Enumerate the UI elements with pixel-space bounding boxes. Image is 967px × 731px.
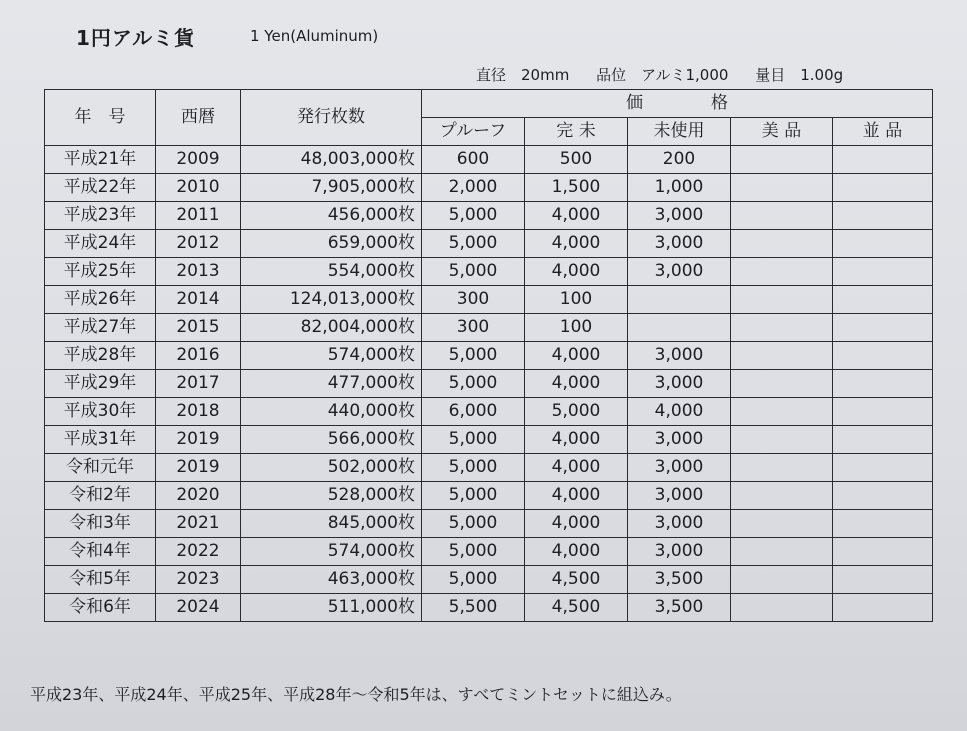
cell-year: 2019 [156, 454, 241, 482]
table-row [45, 426, 933, 454]
cell-year: 2015 [156, 314, 241, 342]
table-row [45, 202, 933, 230]
cell-vf [833, 454, 933, 482]
header-bu: 完 未 [525, 118, 628, 146]
table-row [45, 258, 933, 286]
footnote: 平成23年、平成24年、平成25年、平成28年～令和5年は、すべてミントセットに組込み。 [30, 685, 682, 704]
header-price: 価 格 [422, 90, 933, 118]
cell-ef [731, 342, 833, 370]
cell-proof: 6,000 [422, 398, 525, 426]
cell-proof: 5,000 [422, 510, 525, 538]
cell-year: 2024 [156, 594, 241, 622]
cell-proof: 5,000 [422, 426, 525, 454]
cell-era: 令和元年 [45, 454, 156, 482]
cell-unc: 3,500 [628, 566, 731, 594]
cell-unc: 3,000 [628, 482, 731, 510]
cell-era: 令和6年 [45, 594, 156, 622]
cell-ef [731, 286, 833, 314]
cell-ef [731, 566, 833, 594]
cell-bu: 4,500 [525, 566, 628, 594]
cell-year: 2010 [156, 174, 241, 202]
cell-vf [833, 510, 933, 538]
table-row [45, 566, 933, 594]
header-unc: 未使用 [628, 118, 731, 146]
header-ef: 美 品 [731, 118, 833, 146]
cell-bu: 500 [525, 146, 628, 174]
cell-bu: 4,000 [525, 202, 628, 230]
cell-bu: 4,000 [525, 538, 628, 566]
header-year: 西暦 [156, 90, 241, 146]
cell-proof: 5,000 [422, 482, 525, 510]
cell-proof: 2,000 [422, 174, 525, 202]
cell-unc: 3,000 [628, 202, 731, 230]
cell-unc: 3,000 [628, 370, 731, 398]
cell-mintage: 566,000枚 [241, 426, 422, 454]
cell-unc: 3,000 [628, 426, 731, 454]
cell-vf [833, 538, 933, 566]
cell-proof: 5,000 [422, 202, 525, 230]
cell-year: 2009 [156, 146, 241, 174]
cell-unc: 3,000 [628, 230, 731, 258]
cell-unc [628, 286, 731, 314]
table-row [45, 146, 933, 174]
cell-vf [833, 230, 933, 258]
cell-mintage: 456,000枚 [241, 202, 422, 230]
cell-year: 2022 [156, 538, 241, 566]
cell-era: 平成28年 [45, 342, 156, 370]
cell-bu: 4,000 [525, 426, 628, 454]
cell-unc: 3,000 [628, 342, 731, 370]
cell-bu: 4,000 [525, 454, 628, 482]
table-row [45, 314, 933, 342]
cell-mintage: 528,000枚 [241, 482, 422, 510]
table-row [45, 398, 933, 426]
cell-mintage: 845,000枚 [241, 510, 422, 538]
cell-year: 2014 [156, 286, 241, 314]
cell-mintage: 82,004,000枚 [241, 314, 422, 342]
cell-ef [731, 258, 833, 286]
header-era: 年 号 [45, 90, 156, 146]
table-row [45, 454, 933, 482]
cell-unc: 3,000 [628, 510, 731, 538]
cell-ef [731, 230, 833, 258]
header-vf: 並 品 [833, 118, 933, 146]
table-row [45, 510, 933, 538]
cell-mintage: 574,000枚 [241, 538, 422, 566]
cell-unc: 1,000 [628, 174, 731, 202]
cell-vf [833, 202, 933, 230]
cell-vf [833, 398, 933, 426]
table-row [45, 230, 933, 258]
cell-era: 平成24年 [45, 230, 156, 258]
cell-year: 2018 [156, 398, 241, 426]
cell-bu: 5,000 [525, 398, 628, 426]
header-proof: プルーフ [422, 118, 525, 146]
cell-year: 2017 [156, 370, 241, 398]
cell-era: 平成21年 [45, 146, 156, 174]
cell-era: 平成27年 [45, 314, 156, 342]
cell-vf [833, 566, 933, 594]
cell-vf [833, 342, 933, 370]
cell-vf [833, 370, 933, 398]
cell-mintage: 502,000枚 [241, 454, 422, 482]
cell-bu: 4,500 [525, 594, 628, 622]
cell-bu: 4,000 [525, 342, 628, 370]
cell-bu: 4,000 [525, 370, 628, 398]
cell-vf [833, 258, 933, 286]
cell-year: 2021 [156, 510, 241, 538]
cell-year: 2019 [156, 426, 241, 454]
spec-composition: 品位 アルミ1,000 [596, 66, 729, 84]
cell-mintage: 659,000枚 [241, 230, 422, 258]
cell-ef [731, 538, 833, 566]
cell-era: 令和2年 [45, 482, 156, 510]
cell-mintage: 463,000枚 [241, 566, 422, 594]
cell-era: 平成22年 [45, 174, 156, 202]
cell-era: 平成29年 [45, 370, 156, 398]
cell-year: 2016 [156, 342, 241, 370]
cell-ef [731, 174, 833, 202]
cell-year: 2012 [156, 230, 241, 258]
cell-proof: 5,000 [422, 258, 525, 286]
cell-mintage: 554,000枚 [241, 258, 422, 286]
cell-bu: 1,500 [525, 174, 628, 202]
cell-unc [628, 314, 731, 342]
spec-diameter: 直径 20mm [476, 66, 570, 84]
cell-proof: 300 [422, 286, 525, 314]
table-row [45, 594, 933, 622]
cell-era: 平成25年 [45, 258, 156, 286]
cell-unc: 3,000 [628, 258, 731, 286]
cell-era: 平成30年 [45, 398, 156, 426]
cell-bu: 4,000 [525, 230, 628, 258]
cell-bu: 100 [525, 314, 628, 342]
cell-mintage: 48,003,000枚 [241, 146, 422, 174]
table-row [45, 370, 933, 398]
cell-era: 令和5年 [45, 566, 156, 594]
cell-era: 令和4年 [45, 538, 156, 566]
coin-specs [476, 64, 865, 85]
cell-vf [833, 174, 933, 202]
mintage-price-table [44, 89, 933, 622]
cell-mintage: 477,000枚 [241, 370, 422, 398]
cell-ef [731, 202, 833, 230]
spec-weight: 量目 1.00g [755, 66, 844, 84]
cell-ef [731, 454, 833, 482]
cell-ef [731, 370, 833, 398]
cell-ef [731, 146, 833, 174]
cell-mintage: 124,013,000枚 [241, 286, 422, 314]
cell-bu: 100 [525, 286, 628, 314]
cell-year: 2020 [156, 482, 241, 510]
cell-ef [731, 314, 833, 342]
cell-proof: 5,000 [422, 538, 525, 566]
cell-vf [833, 286, 933, 314]
table-row [45, 286, 933, 314]
cell-year: 2023 [156, 566, 241, 594]
cell-era: 令和3年 [45, 510, 156, 538]
cell-proof: 5,000 [422, 230, 525, 258]
cell-vf [833, 482, 933, 510]
cell-year: 2013 [156, 258, 241, 286]
cell-vf [833, 146, 933, 174]
cell-bu: 4,000 [525, 482, 628, 510]
cell-unc: 200 [628, 146, 731, 174]
cell-ef [731, 510, 833, 538]
table-row [45, 482, 933, 510]
cell-proof: 600 [422, 146, 525, 174]
cell-proof: 5,000 [422, 342, 525, 370]
table-row [45, 538, 933, 566]
cell-proof: 300 [422, 314, 525, 342]
cell-vf [833, 426, 933, 454]
cell-mintage: 511,000枚 [241, 594, 422, 622]
cell-unc: 3,500 [628, 594, 731, 622]
cell-era: 平成23年 [45, 202, 156, 230]
cell-bu: 4,000 [525, 258, 628, 286]
cell-ef [731, 398, 833, 426]
cell-mintage: 574,000枚 [241, 342, 422, 370]
cell-unc: 4,000 [628, 398, 731, 426]
cell-vf [833, 314, 933, 342]
cell-era: 平成26年 [45, 286, 156, 314]
cell-ef [731, 594, 833, 622]
cell-year: 2011 [156, 202, 241, 230]
cell-ef [731, 426, 833, 454]
cell-era: 平成31年 [45, 426, 156, 454]
cell-proof: 5,500 [422, 594, 525, 622]
cell-unc: 3,000 [628, 538, 731, 566]
cell-bu: 4,000 [525, 510, 628, 538]
cell-mintage: 7,905,000枚 [241, 174, 422, 202]
cell-unc: 3,000 [628, 454, 731, 482]
page-title: 1円アルミ貨 [76, 26, 196, 50]
cell-proof: 5,000 [422, 566, 525, 594]
cell-vf [833, 594, 933, 622]
table-row [45, 342, 933, 370]
table-row [45, 174, 933, 202]
cell-proof: 5,000 [422, 370, 525, 398]
cell-proof: 5,000 [422, 454, 525, 482]
cell-ef [731, 482, 833, 510]
page-subtitle: 1 Yen(Aluminum) [250, 27, 379, 45]
cell-mintage: 440,000枚 [241, 398, 422, 426]
header-mintage: 発行枚数 [241, 90, 422, 146]
